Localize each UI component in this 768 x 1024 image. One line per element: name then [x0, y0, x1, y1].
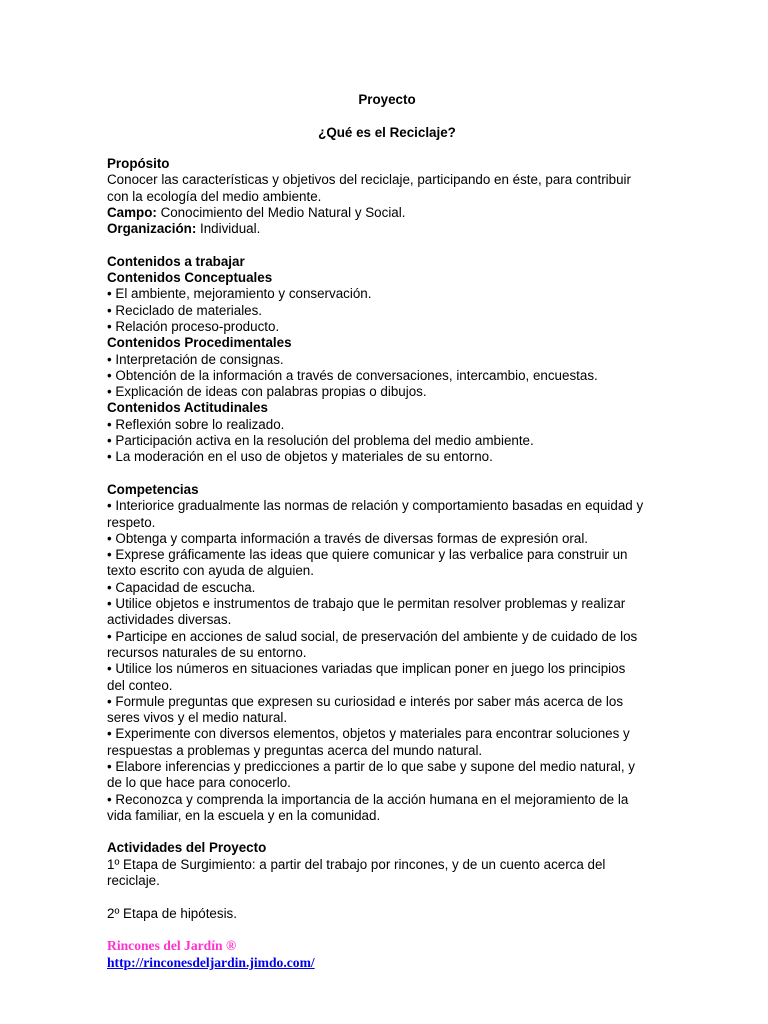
organizacion-label: Organización:	[107, 221, 197, 237]
section-competencias	[107, 482, 667, 824]
competencia-line: texto escrito con ayuda de alguien.	[107, 563, 314, 579]
competencia-line: • Experimente con diversos elementos, objetos y materiales para encontrar soluciones y	[107, 726, 630, 742]
footer-link[interactable]: http://rinconesdeljardin.jimdo.com/	[107, 954, 315, 970]
competencia-line: • Obtenga y comparta información a través de diversas formas de expresión oral.	[107, 530, 589, 546]
competencia-line: respuestas a problemas y preguntas acerca del mundo natural.	[107, 742, 483, 758]
list-item: • Explicación de ideas con palabras propias o dibujos.	[107, 384, 427, 400]
competencia-line: • Reconozca y comprenda la importancia de la acción humana en el mejoramiento de la	[107, 791, 629, 807]
list-item: • Reciclado de materiales.	[107, 302, 263, 318]
competencia-line: • Utilice los números en situaciones variadas que implican poner en juego los principios	[107, 661, 626, 677]
section-actividades	[107, 840, 667, 921]
list-item: • Relación proceso-producto.	[107, 318, 280, 334]
competencia-line: recursos naturales de su entorno.	[107, 644, 307, 660]
competencia-line: seres vivos y el medio natural.	[107, 710, 288, 726]
competencia-line: • Formule preguntas que expresen su curiosidad e interés por saber más acerca de los	[107, 693, 624, 709]
spacer	[107, 922, 667, 938]
competencia-line: • Utilice objetos e instrumentos de trabajo que le permitan resolver problemas y realizar	[107, 596, 626, 612]
footer-brand: Rincones del Jardín ®	[107, 938, 237, 954]
list-item: • Participación activa en la resolución del problema del medio ambiente.	[107, 433, 534, 449]
competencia-line: vida familiar, en la escuela y en la comunidad.	[107, 807, 381, 823]
list-item: • Reflexión sobre lo realizado.	[107, 416, 285, 432]
spacer	[107, 824, 667, 840]
proposito-text-line: con la ecología del medio ambiente.	[107, 188, 322, 204]
competencia-line: del conteo.	[107, 677, 173, 693]
footer	[107, 938, 667, 971]
proposito-text-line: Conocer las características y objetivos del reciclaje, participando en éste, para contribuir	[107, 172, 631, 188]
campo-line	[107, 205, 667, 221]
proposito-heading: Propósito	[107, 156, 170, 171]
conceptuales-heading: Contenidos Conceptuales	[107, 270, 273, 286]
section-contenidos	[107, 254, 667, 466]
page-title: Proyecto	[358, 92, 416, 107]
section-proposito	[107, 156, 667, 237]
list-item: • El ambiente, mejoramiento y conservación.	[107, 286, 372, 302]
competencias-heading: Competencias	[107, 481, 199, 497]
contenidos-heading: Contenidos a trabajar	[107, 253, 245, 269]
spacer	[107, 466, 667, 482]
list-item: • Obtención de la información a través de conversaciones, intercambio, encuestas.	[107, 367, 598, 383]
list-item: • La moderación en el uso de objetos y materiales de su entorno.	[107, 449, 493, 465]
competencia-line: • Capacidad de escucha.	[107, 579, 256, 595]
etapa2-line: 2º Etapa de hipótesis.	[107, 905, 237, 921]
etapa1-line: reciclaje.	[107, 873, 160, 889]
organizacion-value: Individual.	[196, 221, 261, 237]
competencia-line: de lo que hace para conocerlo.	[107, 775, 291, 791]
competencia-line: actividades diversas.	[107, 612, 232, 628]
competencia-line: • Interiorice gradualmente las normas de relación y comportamiento basadas en equidad y	[107, 498, 644, 514]
competencia-line: • Participe en acciones de salud social, de preservación del ambiente y de cuidado de los	[107, 628, 638, 644]
competencia-line: • Elabore inferencias y predicciones a partir de lo que sabe y supone del medio natural, y	[107, 758, 635, 774]
actitudinales-heading: Contenidos Actitudinales	[107, 400, 268, 416]
competencia-line: • Exprese gráficamente las ideas que quiere comunicar y las verbalice para construir un	[107, 547, 628, 563]
campo-label: Campo:	[107, 204, 157, 220]
competencia-line: respeto.	[107, 514, 156, 530]
list-item: • Interpretación de consignas.	[107, 351, 284, 367]
organizacion-line	[107, 221, 667, 237]
procedimentales-heading: Contenidos Procedimentales	[107, 335, 292, 351]
spacer	[107, 889, 667, 905]
document-page	[107, 92, 667, 971]
etapa1-line: 1º Etapa de Surgimiento: a partir del trabajo por rincones, y de un cuento acerca del	[107, 856, 606, 872]
spacer	[107, 237, 667, 253]
page-subtitle: ¿Qué es el Reciclaje?	[318, 125, 456, 140]
campo-value: Conocimiento del Medio Natural y Social.	[156, 204, 406, 220]
actividades-heading: Actividades del Proyecto	[107, 840, 267, 856]
